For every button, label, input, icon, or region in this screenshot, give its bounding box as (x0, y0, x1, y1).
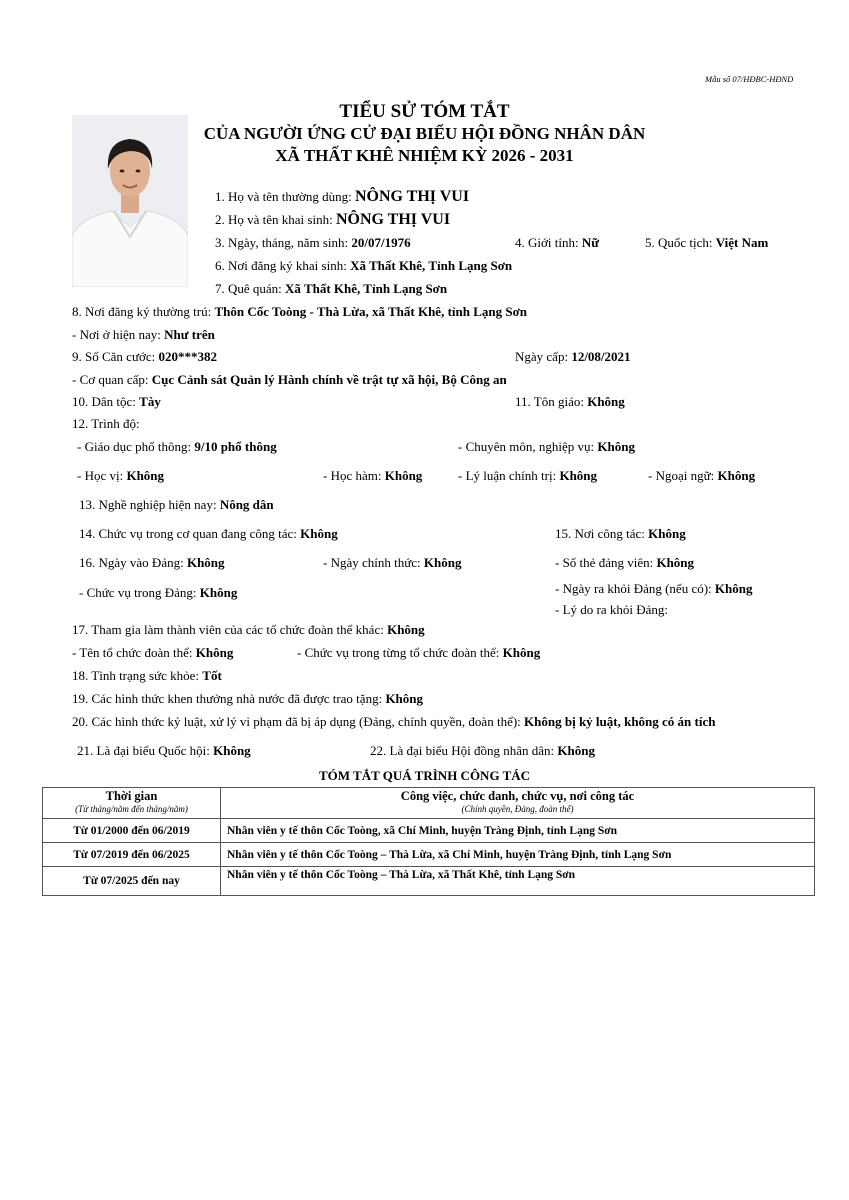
foreign-language-value: Không (717, 468, 756, 483)
description-cell: Nhân viên y tế thôn Cốc Toòng – Thà Lừa, xã Chí Minh, huyện Tràng Định, tỉnh Lạng Sơn (221, 843, 815, 867)
nationality-value: Việt Nam (715, 235, 769, 250)
field-current-address: - Nơi ở hiện nay: Như trên (72, 327, 215, 342)
dob-value: 20/07/1976 (351, 235, 411, 250)
table-row (43, 843, 815, 867)
description-column-header: Công việc, chức danh, chức vụ, nơi công tác (Chính quyền, Đảng, đoàn thể) (221, 788, 815, 819)
field-specialty: - Chuyên môn, nghiệp vụ: Không (458, 439, 635, 454)
field-degree: - Học vị: Không (77, 468, 165, 483)
field-dob: 3. Ngày, tháng, năm sinh: 20/07/1976 (215, 235, 411, 250)
form-number: Mẫu số 07/HĐBC-HĐND (705, 74, 794, 84)
religion-value: Không (587, 394, 625, 409)
table-row (43, 867, 815, 896)
field-general-education: - Giáo dục phổ thông: 9/10 phổ thông (77, 439, 277, 454)
field-academic-title: - Học hàm: Không (323, 468, 423, 483)
birth-name-value: NÔNG THỊ VUI (335, 211, 451, 228)
issuer-value: Cục Cảnh sát Quản lý Hành chính về trật tự xã hội, Bộ Công an (151, 372, 507, 387)
gender-value: Nữ (581, 235, 600, 250)
org-membership-value: Không (387, 622, 425, 637)
position-value: Không (300, 526, 338, 541)
awards-value: Không (385, 691, 424, 706)
field-political-theory: - Lý luận chính trị: Không (458, 468, 598, 483)
discipline-value: Không bị kỷ luật, không có án tích (524, 714, 716, 729)
description-cell: Nhân viên y tế thôn Cốc Toòng – Thà Lừa, xã Thất Khê, tỉnh Lạng Sơn (221, 867, 815, 896)
work-history-table (42, 787, 815, 896)
table-row (43, 819, 815, 843)
field-issuer: - Cơ quan cấp: Cục Cảnh sát Quản lý Hành chính về trật tự xã hội, Bộ Công an (72, 372, 507, 387)
party-position-value: Không (199, 585, 238, 600)
org-name-value: Không (195, 645, 234, 660)
org-role-value: Không (502, 645, 541, 660)
party-join-value: Không (186, 555, 225, 570)
doc-term: XÃ THẤT KHÊ NHIỆM KỲ 2026 - 2031 (275, 146, 574, 165)
party-leave-value: Không (714, 581, 753, 596)
na-delegate-value: Không (213, 743, 251, 758)
field-gender: 4. Giới tính: Nữ (515, 235, 600, 250)
issue-date-value: 12/08/2021 (571, 349, 631, 364)
common-name-value: NÔNG THỊ VUI (354, 188, 470, 205)
official-date-value: Không (423, 555, 462, 570)
field-education-heading: 12. Trình độ: (72, 416, 140, 431)
field-official-date: - Ngày chính thức: Không (323, 555, 462, 570)
portrait-photo (72, 115, 188, 287)
field-council-delegate: 22. Là đại biểu Hội đồng nhân dân: Không (370, 743, 595, 758)
party-card-value: Không (656, 555, 695, 570)
specialty-value: Không (597, 439, 635, 454)
field-discipline: 20. Các hình thức kỷ luật, xử lý vi phạm đã bị áp dụng (Đảng, chính quyền, đoàn thể): Không bị kỷ luật, không có án tích (72, 714, 716, 729)
field-religion: 11. Tôn giáo: Không (515, 394, 625, 409)
field-ethnicity: 10. Dân tộc: Tày (72, 394, 161, 409)
field-hometown: 7. Quê quán: Xã Thất Khê, Tỉnh Lạng Sơn (215, 281, 448, 296)
field-workplace: 15. Nơi công tác: Không (555, 526, 686, 541)
birth-reg-value: Xã Thất Khê, Tỉnh Lạng Sơn (350, 258, 513, 273)
period-cell: Từ 07/2025 đến nay (43, 867, 221, 896)
field-position: 14. Chức vụ trong cơ quan đang công tác: Không (79, 526, 338, 541)
field-residence: 8. Nơi đăng ký thường trú: Thôn Cốc Toòng - Thà Lừa, xã Thất Khê, tỉnh Lạng Sơn (72, 304, 528, 319)
description-cell: Nhân viên y tế thôn Cốc Toòng, xã Chí Minh, huyện Tràng Định, tỉnh Lạng Sơn (221, 819, 815, 843)
political-theory-value: Không (559, 468, 598, 483)
residence-value: Thôn Cốc Toòng - Thà Lừa, xã Thất Khê, tỉnh Lạng Sơn (214, 304, 528, 319)
field-org-name: - Tên tổ chức đoàn thể: Không (72, 645, 234, 660)
id-number-value: 020***382 (158, 349, 217, 364)
general-education-value: 9/10 phổ thông (194, 439, 277, 454)
academic-title-value: Không (384, 468, 423, 483)
occupation-value: Nông dân (219, 497, 274, 512)
field-party-position: - Chức vụ trong Đảng: Không (79, 585, 238, 600)
period-cell: Từ 07/2019 đến 06/2025 (43, 843, 221, 867)
period-cell: Từ 01/2000 đến 06/2019 (43, 819, 221, 843)
period-column-header: Thời gian (Từ tháng/năm đến tháng/năm) (43, 788, 221, 819)
field-party-card: - Số thẻ đảng viên: Không (555, 555, 695, 570)
work-history-heading: TÓM TẮT QUÁ TRÌNH CÔNG TÁC (318, 768, 531, 783)
portrait-illustration (72, 115, 188, 287)
field-na-delegate: 21. Là đại biểu Quốc hội: Không (77, 743, 251, 758)
health-value: Tốt (202, 668, 222, 683)
field-birth-registration: 6. Nơi đăng ký khai sinh: Xã Thất Khê, Tỉnh Lạng Sơn (215, 258, 513, 273)
field-org-membership: 17. Tham gia làm thành viên của các tổ chức đoàn thể khác: Không (72, 622, 425, 637)
field-occupation: 13. Nghề nghiệp hiện nay: Nông dân (79, 497, 274, 512)
council-delegate-value: Không (557, 743, 595, 758)
field-awards: 19. Các hình thức khen thưởng nhà nước đã được trao tặng: Không (72, 691, 424, 706)
field-org-role: - Chức vụ trong từng tổ chức đoàn thể: Không (297, 645, 541, 660)
field-common-name: 1. Họ và tên thường dùng: NÔNG THỊ VUI (215, 188, 470, 205)
table-header-row (43, 788, 815, 819)
field-id-number: 9. Số Căn cước: 020***382 (72, 349, 217, 364)
field-foreign-language: - Ngoại ngữ: Không (648, 468, 756, 483)
workplace-value: Không (648, 526, 686, 541)
field-nationality: 5. Quốc tịch: Việt Nam (645, 235, 769, 250)
hometown-value: Xã Thất Khê, Tỉnh Lạng Sơn (285, 281, 448, 296)
field-party-leave-reason: - Lý do ra khỏi Đảng: (555, 602, 669, 617)
field-party-leave-date: - Ngày ra khỏi Đảng (nếu có): Không (555, 581, 753, 596)
doc-subtitle: CỦA NGƯỜI ỨNG CỬ ĐẠI BIỂU HỘI ĐỒNG NHÂN DÂN (203, 124, 646, 143)
current-address-value: Như trên (164, 327, 215, 342)
field-health: 18. Tình trạng sức khỏe: Tốt (72, 668, 222, 683)
field-birth-name: 2. Họ và tên khai sinh: NÔNG THỊ VUI (215, 211, 451, 228)
field-party-join-date: 16. Ngày vào Đảng: Không (79, 555, 225, 570)
ethnicity-value: Tày (139, 394, 161, 409)
field-issue-date: Ngày cấp: 12/08/2021 (515, 349, 631, 364)
doc-title: TIỂU SỬ TÓM TẮT (339, 101, 510, 122)
degree-value: Không (126, 468, 165, 483)
